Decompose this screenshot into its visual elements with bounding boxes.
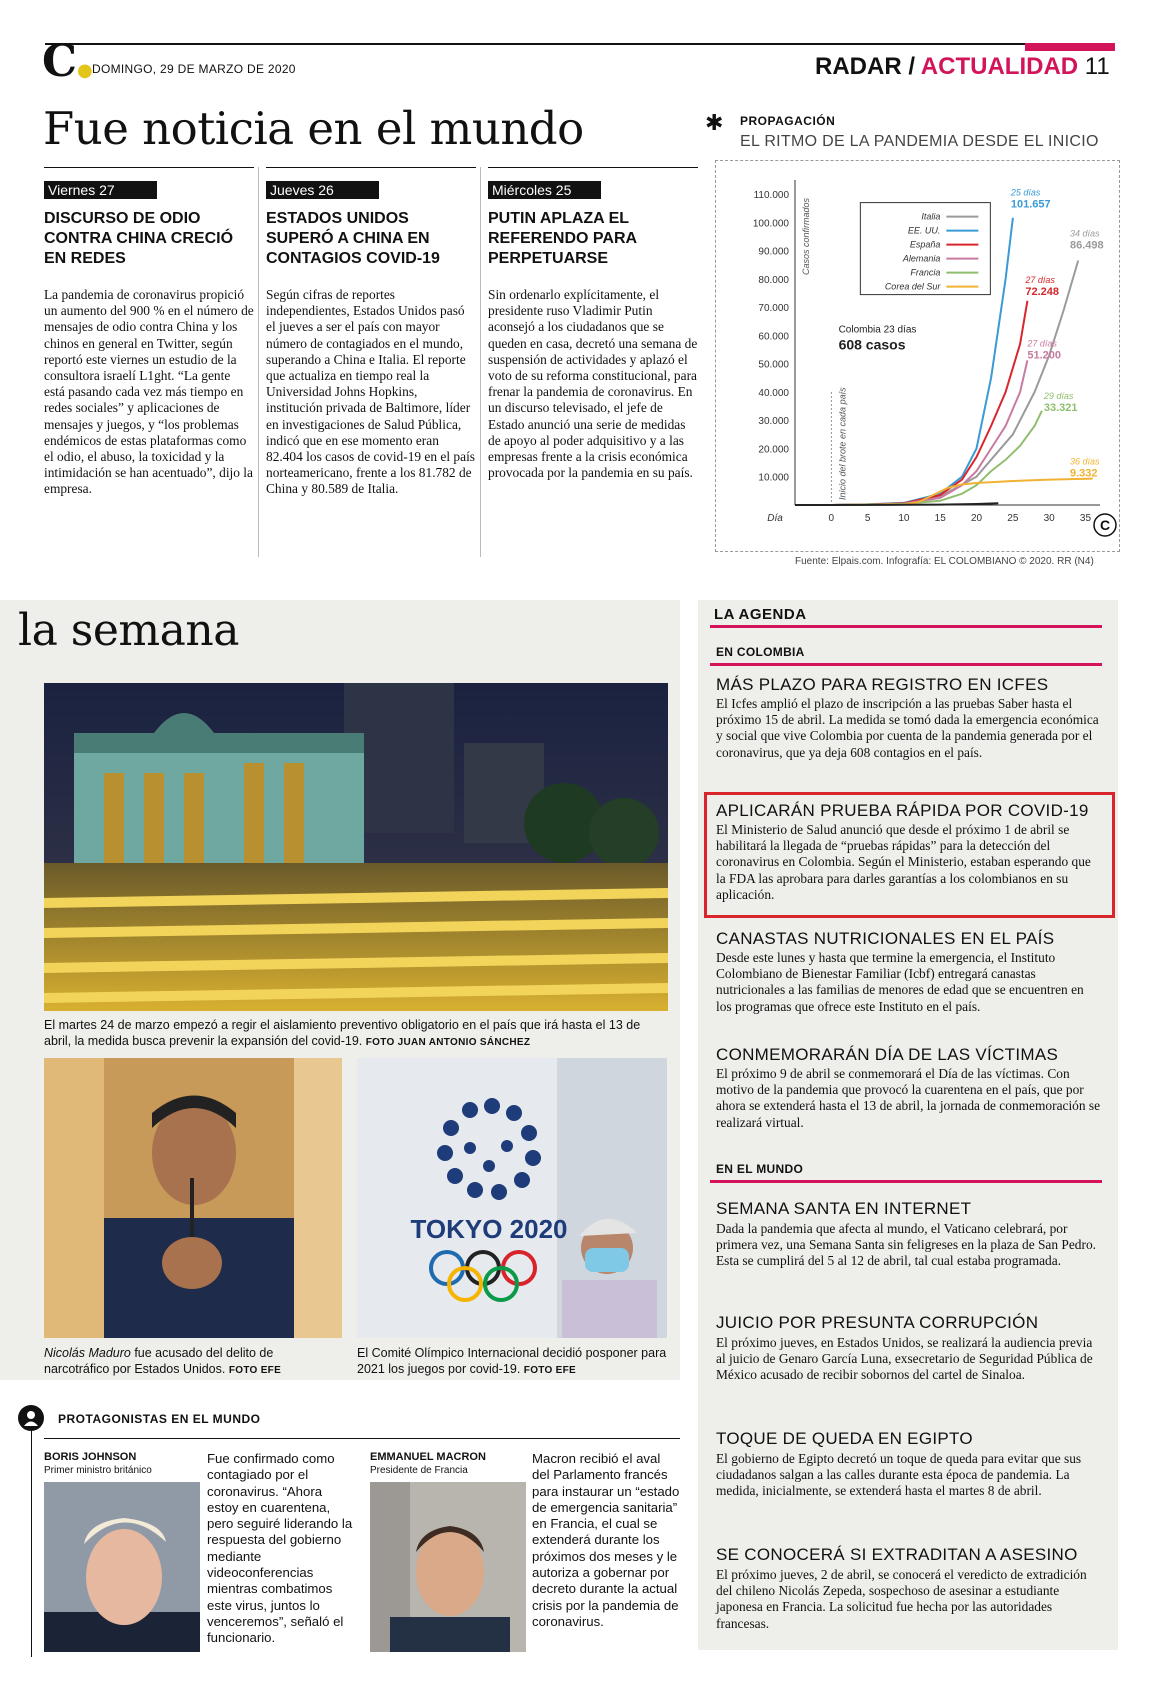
y-tick-label: 70.000 [758, 303, 789, 315]
x-axis-note: Inicio del brote en cada país [837, 387, 848, 500]
series-line-francia [795, 411, 1042, 505]
legend-label: Corea del Sur [884, 281, 941, 292]
agenda-item-body: El próximo 9 de abril se conmemorará el Día de las víctimas. Con motivo de la pandemia que provocó la cuarentena en el país, que por ahora se extenderá hasta el 13 de abril, la jornada de conmemoración se realizará virtual. [716, 1066, 1101, 1130]
protagonistas-rule [44, 1438, 680, 1439]
x-tick-label: 30 [1043, 513, 1055, 524]
agenda-subtitle: EN EL MUNDO [716, 1162, 804, 1176]
person-role: Presidente de Francia [370, 1465, 468, 1476]
agenda-item-title: SE CONOCERÁ SI EXTRADITAN A ASESINO [716, 1545, 1078, 1564]
series-end-value: 101.657 [1010, 198, 1051, 211]
x-tick-label: 15 [934, 513, 946, 524]
photo-caption: Nicolás Maduro fue acusado del delito de narcotráfico por Estados Unidos. FOTO EFE [44, 1346, 282, 1376]
agenda-item-title: CANASTAS NUTRICIONALES EN EL PAÍS [716, 929, 1055, 948]
colombia-label: Colombia 23 días [838, 324, 917, 336]
emmanuel-macron-photo [370, 1482, 526, 1652]
y-tick-label: 50.000 [758, 359, 789, 371]
person-body: Macron recibió el aval del Parlamento francés para instaurar un “estado de emergencia sanitaria” en Francia, el cual se extenderá durante los próximos dos meses y le autoriza a gobernar por decreto durante la actual crisis por la pandemia de coronavirus. [532, 1451, 680, 1629]
series-end-value: 33.321 [1043, 401, 1078, 414]
x-tick-label: 5 [864, 513, 871, 524]
series-end-label: 34 días [1070, 228, 1100, 239]
colombia-value: 608 casos [838, 336, 906, 353]
agenda-item-title: SEMANA SANTA EN INTERNET [716, 1199, 972, 1218]
y-tick-label: 90.000 [758, 246, 789, 258]
agenda-title: LA AGENDA [714, 606, 807, 623]
agenda-item-title: TOQUE DE QUEDA EN EGIPTO [716, 1429, 973, 1448]
day-body: La pandemia de coronavirus propició un aumento del 900 % en el número de mensajes de odio contra China y los chinos en general en Twitter, según reportó este viernes un estudio de la consultora israelí L1ght. “La gente está pasando cada vez más tiempo en redes sociales” y aplicaciones de mensajes y juegos, y “los problemas endémicos de estas plataformas como el odio, el abuso, la toxicidad y la intimidación se han acentuado”, dijo la empresa. [44, 287, 254, 497]
issue-date: DOMINGO, 29 DE MARZO DE 2020 [92, 62, 296, 76]
y-tick-label: 80.000 [758, 274, 789, 286]
pandemic-line-chart [715, 160, 1118, 550]
agenda-subtitle: EN COLOMBIA [716, 645, 805, 659]
day-badge: Miércoles 25 [488, 181, 601, 199]
page-title: Fue noticia en el mundo [43, 102, 584, 155]
legend-label: Alemania [902, 253, 941, 264]
person-role: Primer ministro británico [44, 1465, 152, 1476]
column-divider [258, 167, 259, 557]
person-body: Fue confirmado como contagiado por el coronavirus. “Ahora estoy en cuarentena, pero seguiré liderando la respuesta del gobierno mediante videoconferencias mientras combatimos este virus, juntos lo venceremos”, señaló el funcionario. [207, 1451, 353, 1646]
chart-tag: PROPAGACIÓN [740, 114, 836, 128]
city-night-photo [44, 683, 668, 1011]
agenda-subtitle-rule [710, 663, 1102, 666]
agenda-subtitle-rule [710, 1180, 1102, 1183]
y-tick-label: 100.000 [752, 218, 789, 230]
maduro-photo [44, 1058, 342, 1338]
series-end-label: 25 días [1010, 187, 1041, 198]
agenda-item-body: El Ministerio de Salud anunció que desde el próximo 1 de abril se habilitará la llegada de “pruebas rápidas” para la detección del coronavirus en Colombia. Según el Ministerio, estaban esperando que la FDA las aprobara para darles garantías a los colombianos en su aplicación. [716, 822, 1091, 902]
x-tick-label: 20 [970, 513, 983, 524]
y-tick-label: 10.000 [758, 472, 789, 484]
person-name: EMMANUEL MACRON [370, 1451, 486, 1463]
y-axis-label: Casos confirmados [801, 197, 811, 275]
legend-label: Italia [921, 211, 941, 222]
day-badge: Viernes 27 [44, 181, 157, 199]
semana-title: la semana [18, 605, 239, 656]
x-tick-label: 0 [828, 513, 835, 524]
series-end-value: 72.248 [1025, 285, 1060, 298]
series-end-label: 29 días [1043, 390, 1074, 401]
agenda-item-body: El gobierno de Egipto decretó un toque de queda para evitar que sus ciudadanos salgan a las calles durante esta época de pandemia. La medida, inicialmente, se extenderá hasta el martes 8 de abril. [716, 1451, 1082, 1499]
chart-title: EL RITMO DE LA PANDEMIA DESDE EL INICIO [740, 133, 1099, 150]
chart-source: Fuente: Elpais.com. Infografía: EL COLOMBIANO © 2020. RR (N4) [795, 556, 1094, 567]
series-end-label: 27 días [1025, 274, 1055, 285]
agenda-item-title: APLICARÁN PRUEBA RÁPIDA POR COVID-19 [716, 801, 1089, 820]
series-end-value: 9.332 [1070, 467, 1098, 480]
x-axis-title: Día [767, 513, 783, 524]
y-tick-label: 110.000 [753, 190, 789, 202]
agenda-item-title: MÁS PLAZO PARA REGISTRO EN ICFES [716, 675, 1049, 694]
day-headline: PUTIN APLAZA EL REFERENDO PARA PERPETUARSE [488, 210, 637, 267]
x-tick-label: 35 [1079, 513, 1092, 524]
chart-logo-letter: C [1099, 517, 1111, 533]
day-body: Según cifras de reportes independientes, Estados Unidos pasó el jueves a ser el país con mayor número de contagiados en el mundo, superando a China e Italia. El reporte que actualiza en tiempo real la Universidad Johns Hopkins, institución privada de Baltimore, líder en investigaciones de Salud Pública, indicó que en ese momento eran 82.404 los casos de covid-19 en el país norteamericano, frente a los 81.782 de China y 80.589 de Italia. [266, 287, 475, 497]
protagonistas-side-rule [31, 1427, 32, 1657]
day-headline: ESTADOS UNIDOS SUPERÓ A CHINA EN CONTAGIOS COVID-19 [266, 210, 440, 267]
tokyo2020-photo [357, 1058, 667, 1338]
agenda-title-rule [710, 625, 1102, 628]
series-end-label: 27 días [1027, 338, 1057, 349]
series-end-label: 36 días [1070, 456, 1100, 467]
agenda-item-title: CONMEMORARÁN DÍA DE LAS VÍCTIMAS [716, 1045, 1059, 1064]
legend-label: EE. UU. [907, 225, 941, 236]
y-tick-label: 30.000 [758, 416, 789, 428]
section-header: RADAR / ACTUALIDAD 11 [815, 53, 1110, 80]
person-name: BORIS JOHNSON [44, 1451, 137, 1463]
y-tick-label: 40.000 [758, 387, 789, 399]
y-tick-label: 60.000 [758, 331, 789, 343]
tokyo-text: TOKYO 2020 [410, 1214, 568, 1244]
agenda-item-body: Desde este lunes y hasta que termine la emergencia, el Instituto Colombiano de Bienestar Familiar (Icbf) entregará canastas nutricionales a las familias de menores de edad que se encuentren en los programas que ofrece este Instituto en el país. [716, 950, 1084, 1014]
top-rule [45, 43, 1115, 45]
series-line-alemania [795, 360, 1027, 505]
legend-label: España [909, 239, 941, 250]
day-body: Sin ordenarlo explícitamente, el presidente ruso Vladimir Putin aconsejó a los ciudadanos que se queden en casa, decretó una semana de suspensión de actividades y aplazó el voto de su reforma constitucional, para frenar la pandemia de coronavirus. En un discurso televisado, el jefe de Estado anunció una serie de medidas de apoyo al poder adquisitivo y a las empresas frente a la crisis económica provocada por la pandemia en su país. [488, 287, 698, 481]
agenda-item-body: El próximo jueves, en Estados Unidos, se realizará la audiencia previa al juicio de Genaro García Luna, exsecretario de Seguridad Pública de México acusado de recibir sobornos del cartel de Sinaloa. [716, 1335, 1093, 1383]
virus-icon: ✱ [705, 110, 724, 135]
protagonistas-title: PROTAGONISTAS EN EL MUNDO [58, 1412, 261, 1426]
newspaper-logo: C● [42, 36, 93, 87]
day-headline: DISCURSO DE ODIO CONTRA CHINA CRECIÓ EN REDES [44, 210, 234, 267]
x-tick-label: 25 [1007, 513, 1019, 524]
agenda-item-body: El Icfes amplió el plazo de inscripción a las pruebas Saber hasta el próximo 15 de abril. La medida se tomó dada la emergencia económica y social que vive Colombia por cuenta de la pandemia generada por el coronavirus, que ya deja 608 contagios en el país. [716, 696, 1099, 760]
agenda-item-body: Dada la pandemia que afecta al mundo, el Vaticano celebrará, por primera vez, una Semana Santa sin feligreses en la plaza de San Pedro. Esta se cumplirá del 5 al 12 de abril, tal cual estaba programada. [716, 1221, 1097, 1269]
day-badge: Jueves 26 [266, 181, 379, 199]
photo-caption: El martes 24 de marzo empezó a regir el aislamiento preventivo obligatorio en el país que irá hasta el 13 de abril, la medida busca prevenir la expansión del covid-19. FOTO JUAN ANTONIO SÁNCHEZ [44, 1018, 641, 1048]
agenda-item-title: JUICIO POR PRESUNTA CORRUPCIÓN [716, 1313, 1039, 1332]
y-tick-label: 20.000 [758, 444, 789, 456]
boris-johnson-photo [44, 1482, 200, 1652]
photo-caption: El Comité Olímpico Internacional decidió posponer para 2021 los juegos por covid-19. FOTO EFE [357, 1346, 667, 1376]
x-tick-label: 10 [898, 513, 910, 524]
legend-label: Francia [910, 267, 941, 278]
series-end-value: 51.200 [1027, 349, 1062, 362]
section-accent-bar [1025, 43, 1115, 51]
series-end-value: 86.498 [1070, 239, 1104, 252]
agenda-item-body: El próximo jueves, 2 de abril, se conocerá el veredicto de extradición del chileno Nicolás Zepeda, sospechoso de asesinar a estudiante japonesa en Francia. La solicitud fue hecha por las autoridades francesas. [716, 1567, 1087, 1631]
column-divider [480, 167, 481, 557]
